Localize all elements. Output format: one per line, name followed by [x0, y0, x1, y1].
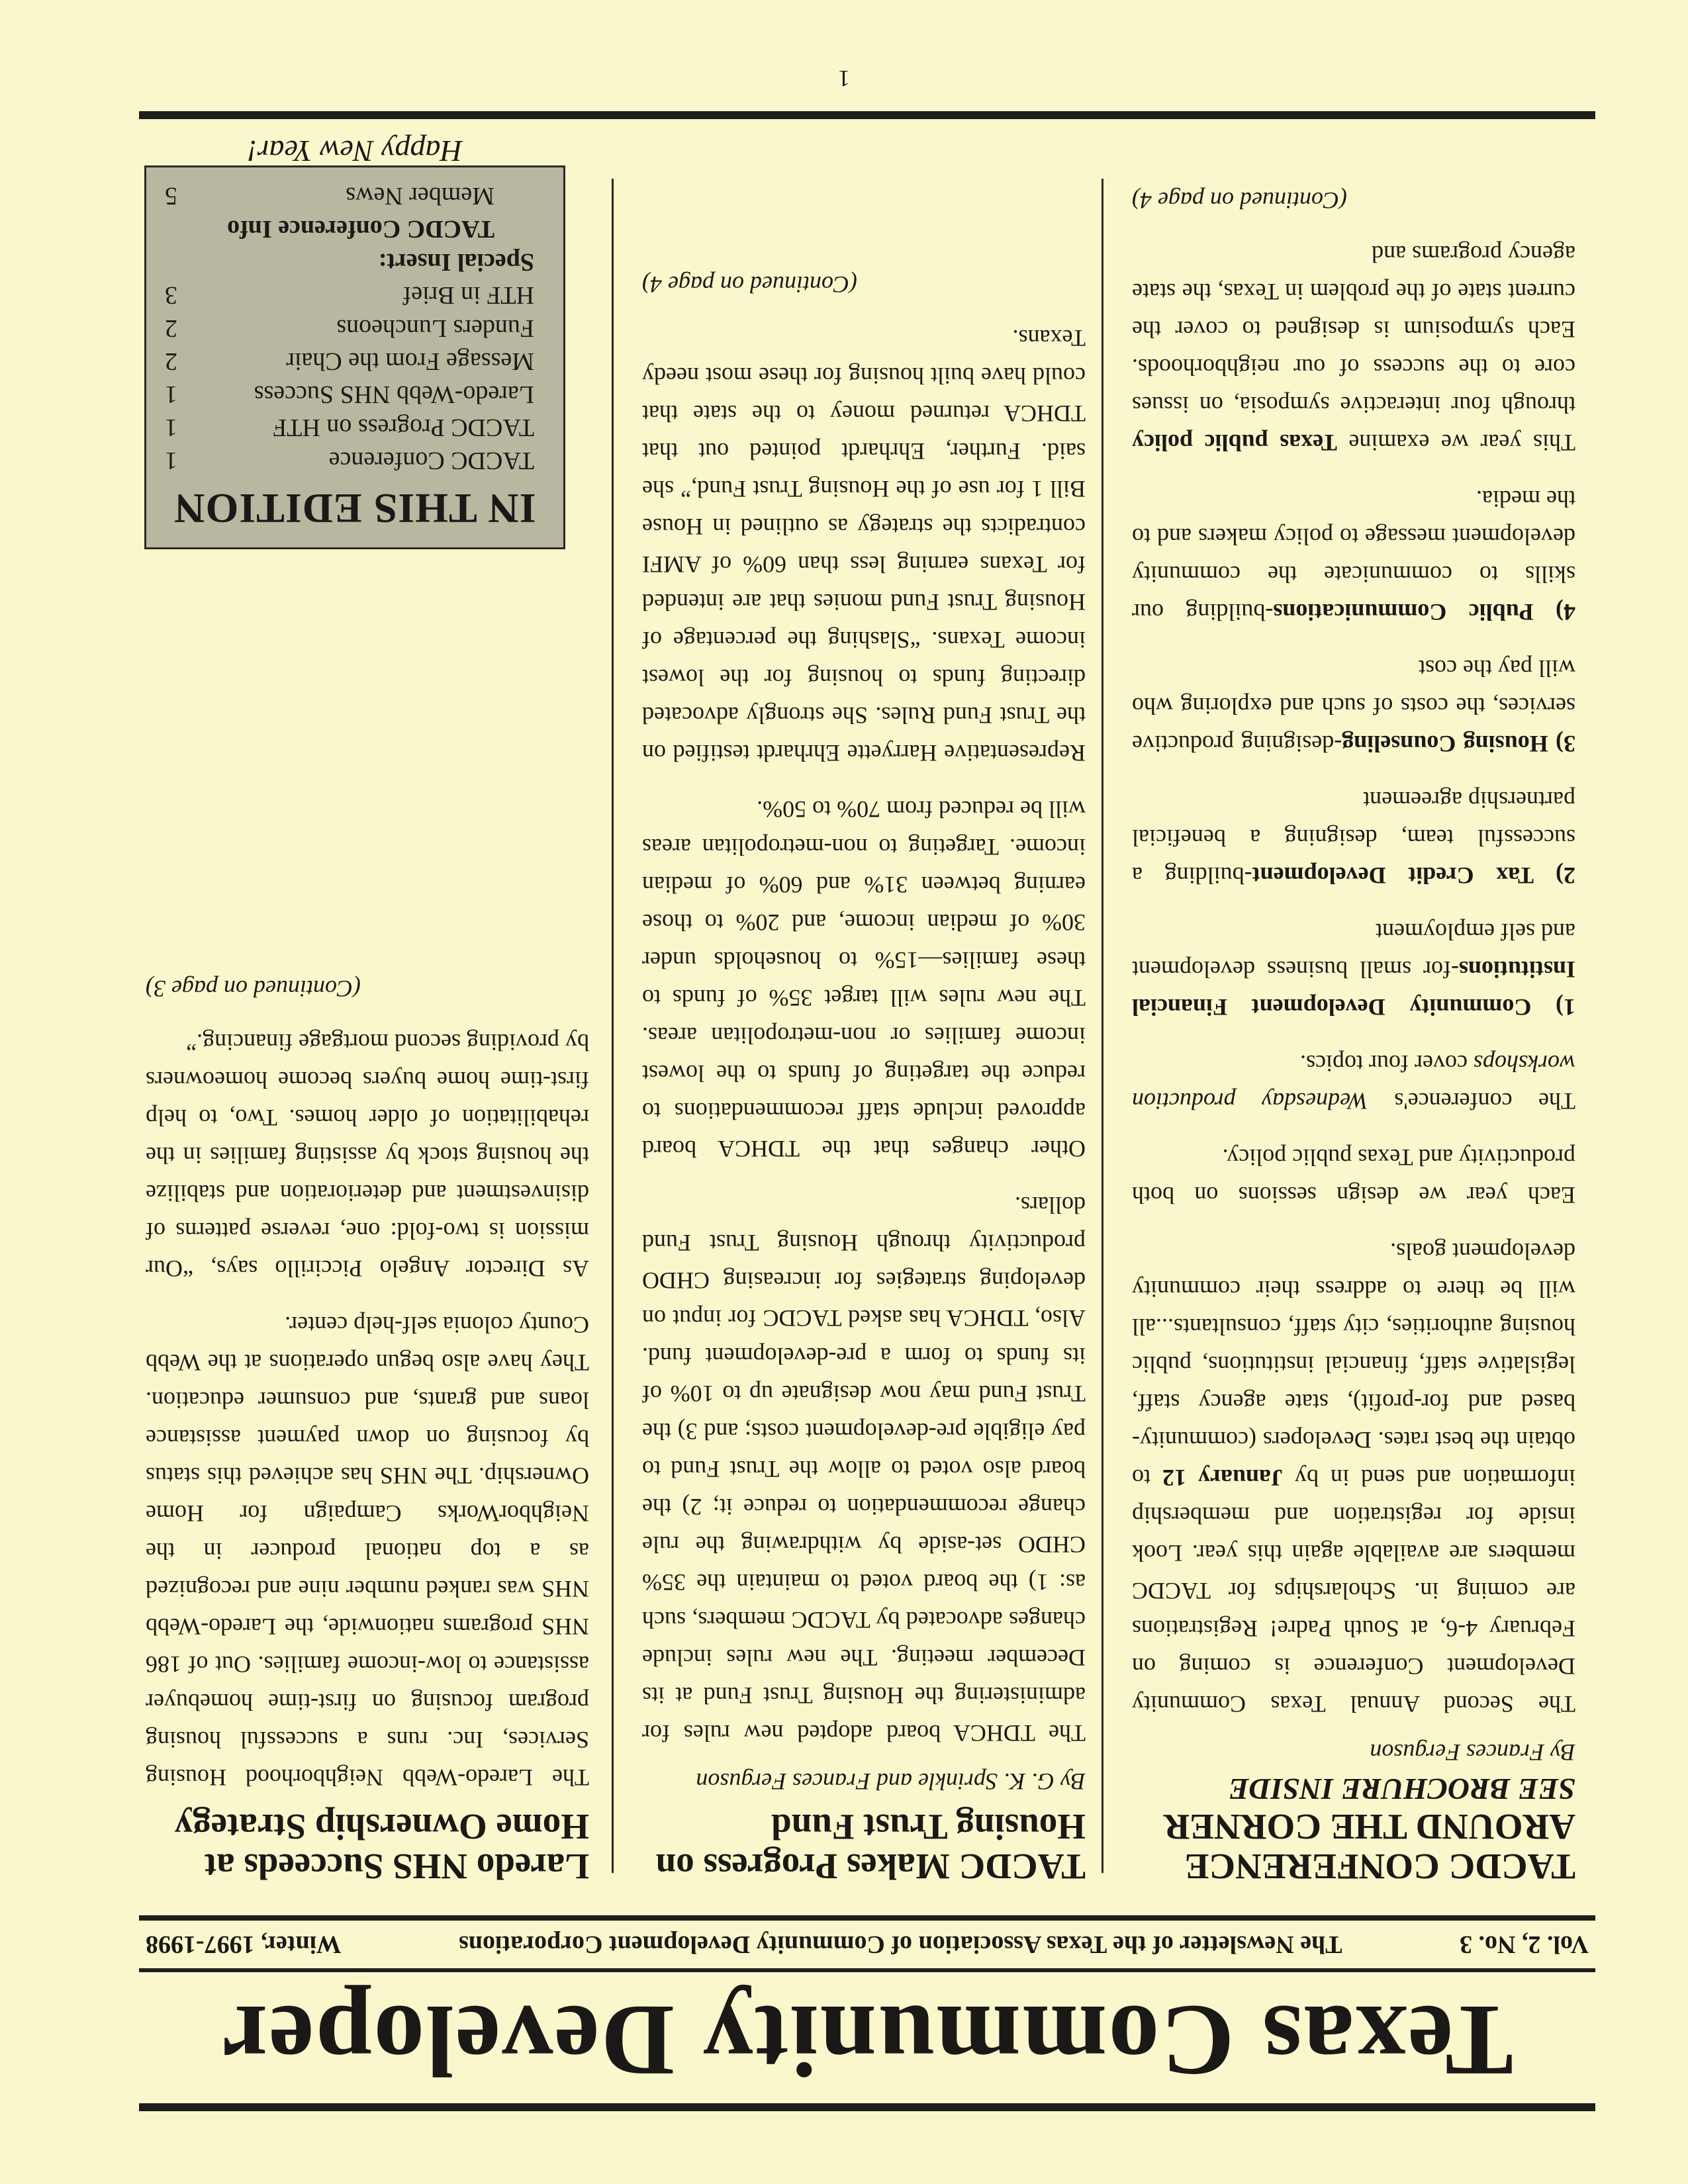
toc-special-insert-item[interactable]	[146, 212, 563, 246]
workshop-item-4	[1132, 480, 1575, 631]
article-conference-headline: TACDC CONFERENCE AROUND THE CORNER	[1163, 1807, 1575, 1887]
article-laredo	[146, 970, 589, 1886]
article-trust-fund-byline: By G. K. Sprinkle and Frances Ferguson	[696, 1768, 1086, 1795]
volume-number: Vol. 2, No. 3	[1460, 1931, 1589, 1958]
toc-member-news-page: 5	[165, 182, 177, 210]
in-this-edition-box	[144, 134, 565, 549]
article-conference-p1-text-b: to obtain the best rates. Developers (community-based and for-profit), state agency staff, legislative staff, financial institutions, public housing authorities, city staff, consultants...all will be there to address their community development goals.	[1131, 1238, 1575, 1491]
workshop-item-2-title: 2) Tax Credit Development	[1252, 862, 1575, 889]
deadline-date: January 12	[1162, 1465, 1284, 1491]
toc-item-label: Funders Luncheons	[336, 314, 534, 342]
article-laredo-p2: As Director Angelo Piccirillo says, “Our mission is two-fold: one, reverse patterns of disinvestment and deterioration and stabilize the housing stock by assisting families in the rehabilitation of older homes. Two, to help first-time home buyers become homeowners by providing second mortgage financing.”	[146, 1029, 589, 1282]
p4-pre: This year we examine	[1348, 430, 1575, 456]
toc-item-page: 2	[165, 314, 177, 342]
article-laredo-headline: Laredo NHS Succeeds at Home Ownership Strategy	[174, 1807, 589, 1887]
workshop-item-1	[1132, 913, 1575, 1026]
toc-item-page: 3	[165, 281, 177, 309]
article-conference-p2: Each year we design sessions on both productivity and Texas public policy.	[1132, 1144, 1575, 1208]
toc-item-page: 1	[165, 447, 177, 475]
p3-post: cover four topics.	[1300, 1050, 1468, 1077]
article-conference-p1-text: The Second Annual Texas Community Development Conference is coming on February 4-6, at South Padre! Registrations are coming in. Scholarships for TACDC members are available again this year. Look inside for registration and membership information and send in by	[1132, 1465, 1575, 1717]
article-conference-continued: (Continued on page 4)	[1132, 187, 1347, 214]
toc-item-page: 1	[165, 381, 177, 408]
toc-item-label: TACDC Progress on HTF	[273, 414, 534, 441]
workshop-item-3-title: 3) Housing Counseling	[1342, 731, 1575, 757]
workshop-item-4-desc: -building our skills to communicate the community development message to policy makers and to the media.	[1132, 486, 1575, 625]
toc-item-label: TACDC Conference	[328, 447, 534, 475]
toc-item-label: Laredo-Webb NHS Success	[254, 381, 534, 408]
article-conference	[1132, 181, 1575, 1886]
masthead-rule	[139, 1968, 1595, 1972]
workshop-item-1-title: 1) Community Development Financial Institutions	[1132, 956, 1575, 1021]
issue-date: Winter, 1997-1998	[146, 1931, 342, 1958]
p3-pre: The conference's	[1394, 1088, 1575, 1115]
top-rule	[139, 2103, 1595, 2111]
toc-member-news[interactable]	[146, 179, 563, 212]
toc-title: IN THIS EDITION	[173, 485, 536, 532]
article-conference-subhead: SEE BROCHURE INSIDE	[1228, 1772, 1575, 1806]
workshop-item-2	[1132, 781, 1575, 894]
toc-special-insert-label	[146, 246, 563, 279]
article-trust-fund-continued: (Continued on page 4)	[642, 271, 857, 298]
article-trust-fund-p3: Representative Harryette Ehrhardt testified on the Trust Fund Rules. She strongly advocated directing funds to housing for the lowest income Texans. “Slashing the percentage of Housing Trust Fund monies that are intended for Texans earning less than 60% of AMFI contradicts the strategy as outlined in House Bill 1 for use of the Housing Trust Fund,” she said. Further, Ehrhardt pointed out that TDHCA returned money to the state that could have built housing for these most needy Texans.	[642, 325, 1086, 766]
toc-item[interactable]	[146, 312, 563, 345]
toc-item[interactable]	[146, 279, 563, 312]
toc-item[interactable]	[146, 444, 563, 477]
workshop-item-4-title: 4) Public Communications	[1273, 599, 1575, 625]
p4-bold: Texas public policy	[1132, 430, 1337, 456]
article-conference-byline: By Frances Ferguson	[1370, 1739, 1575, 1766]
toc-footer-greeting: Happy New Year!	[247, 134, 463, 168]
toc-item-page: 1	[165, 414, 177, 441]
toc-item-label: HTF in Brief	[402, 281, 534, 309]
bottom-rule	[139, 111, 1595, 119]
column-divider-2	[612, 179, 614, 1873]
toc-item[interactable]	[146, 345, 563, 378]
article-trust-fund-p2: Other changes that the TDHCA board approved include staff recommendations to reduce the targeting of funds to the lowest income families or non-metropolitan areas. The new rules will target 35% of funds to these families—15% to households under 30% of median income, and 20% to those earning between 31% and 60% of median income. Targeting to non-metropolitan areas will be reduced from 70% to 50%.	[642, 796, 1086, 1162]
workshop-item-2-desc: -building a successful team, designing a beneficial partnership agreement	[1132, 787, 1575, 889]
article-trust-fund	[642, 265, 1086, 1886]
toc-special-item: TACDC Conference Info	[227, 215, 494, 243]
article-trust-fund-headline: TACDC Makes Progress on Housing Trust Fund	[655, 1807, 1086, 1887]
article-laredo-continued: (Continued on page 3)	[146, 976, 361, 1002]
toc-item-label: Message From the Chair	[286, 347, 534, 375]
subline-rule	[139, 1915, 1595, 1921]
p4-post: through four interactive symposia, on issues core to the success of our neighborhoods. Each symposium is designed to cover the current state of the problem in Texas, the state agency programs and	[1132, 241, 1575, 418]
article-conference-p1	[1132, 1232, 1575, 1723]
toc-item[interactable]	[146, 411, 563, 444]
toc-special-label: Special Insert:	[378, 248, 534, 276]
article-trust-fund-p1: The TDHCA board adopted new rules for administering the Housing Trust Fund at its December meeting. The new rules include changes advocated by TACDC members, such as: 1) the board voted to maintain the 35% CHDO set-aside by withdrawing the rule change recommendation to reduce it; 2) the board also voted to allow the Trust Fund to pay eligible pre-development costs; and 3) the Trust Fund may now designate up to 10% of its funds to form a pre-development fund. Also, TDHCA has asked TACDC for input on developing strategies for increasing CHDO productivity through Housing Trust Fund dollars.	[642, 1192, 1086, 1747]
masthead-subline	[146, 1930, 1589, 1959]
page-number: 1	[838, 66, 850, 92]
workshop-item-3	[1132, 649, 1575, 762]
column-divider-1	[1102, 179, 1103, 1873]
toc-item[interactable]	[146, 378, 563, 411]
article-laredo-p1: The Laredo-Webb Neighborhood Housing Services, Inc. runs a successful housing program focusing on first-time homebuyer assistance to low-income families. Out of 186 NHS programs nationwide, the Laredo-Webb NHS was ranked number nine and recognized as a top national producer in the NeighborWorks Campaign for Home Ownership. The NHS has achieved this status by focusing on down payment assistance loans and grants, and consumer education. They have also begun operations at the Webb County colonia self-help center.	[146, 1312, 589, 1791]
workshop-item-1-desc: -for small business development and self employment	[1132, 919, 1575, 983]
newsletter-tagline: The Newsletter of the Texas Association of Community Development Corporations	[459, 1931, 1342, 1958]
workshop-item-3-desc: -designing productive services, the costs of such and exploring who will pay the cost	[1132, 655, 1575, 757]
article-conference-p3	[1132, 1044, 1575, 1120]
masthead-title: Texas Community Developer	[220, 1984, 1514, 2097]
toc-member-news-label: Member News	[346, 182, 494, 210]
p3-italic: Wednesday production workshops	[1132, 1050, 1575, 1115]
toc-item-page: 2	[165, 347, 177, 375]
article-conference-p4	[1132, 235, 1575, 461]
